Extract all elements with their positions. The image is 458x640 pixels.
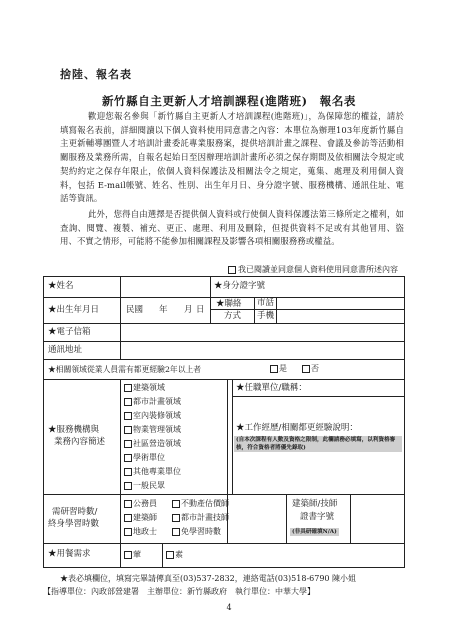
email-label: ★電子信箱: [48, 327, 91, 337]
service-label: ★服務機構與: [48, 425, 100, 435]
meal-meat-label: 葷: [133, 550, 141, 559]
phone-label: 市話: [257, 298, 275, 308]
profession-checkbox[interactable]: [124, 500, 132, 508]
birth-era: 民國: [126, 305, 144, 315]
license-number-input[interactable]: [354, 497, 400, 539]
field-checkbox[interactable]: [124, 454, 132, 462]
field-checkbox[interactable]: [124, 384, 132, 392]
id-number-input[interactable]: [280, 279, 400, 295]
field-checkbox[interactable]: [124, 468, 132, 476]
address-label: 通訊地址: [48, 345, 83, 355]
rights-paragraph: 此外，您得自由選擇是否提供個人資料或行使個人資料保護法第三條所定之權利，如查詢、閱覽、複製、補充、更正、處理、利用及刪除，但提供資料不足或有其他冒用、盜用、不實之情形，可能將不能參加相關課程及影響各項相關服務務或權益。: [60, 209, 404, 247]
service-label-2: 業務內容簡述: [54, 437, 106, 447]
experience-yes-checkbox[interactable]: [270, 365, 278, 373]
footer-note: ★表必填欄位，填寫完畢請傳真至(03)537-2832，連絡電話(03)518-6790 陳小姐: [60, 574, 357, 583]
field-label: 物業管理領域: [133, 425, 181, 434]
name-input[interactable]: [124, 279, 208, 295]
consent-label: 我已閱讀並同意個人資料使用同意書所述內容: [238, 265, 398, 274]
email-input[interactable]: [124, 326, 400, 339]
contact-label: ★聯絡: [216, 299, 242, 309]
contact-label-2: 方式: [224, 311, 242, 321]
meal-veg-option[interactable]: [166, 550, 183, 560]
field-checkbox[interactable]: [124, 412, 132, 420]
field-label: 其他專業單位: [133, 467, 181, 476]
mobile-input[interactable]: [280, 311, 400, 321]
profession-option[interactable]: [124, 499, 157, 509]
footer-organizations: 【指導單位：內政部營建署 主辦單位：新竹縣政府 執行單位：中華大學】: [43, 587, 315, 596]
profession-label: 都市計畫技師: [181, 513, 229, 522]
name-label: ★姓名: [48, 281, 74, 291]
profession-checkbox[interactable]: [172, 500, 180, 508]
document-title: 新竹縣自主更新人才培訓課程(進階班) 報名表: [101, 94, 357, 108]
birth-month-unit: 月: [184, 305, 193, 315]
meal-veg-label: 素: [175, 550, 183, 559]
profession-option[interactable]: [172, 513, 229, 523]
license-note: (非具研確填N/A): [292, 529, 337, 535]
profession-label: 公務員: [133, 499, 157, 508]
profession-label: 建築師: [133, 513, 157, 522]
field-label: 建築領域: [133, 383, 165, 392]
study-hours-label-2: 終身學習時數: [48, 519, 100, 529]
page-number: 4: [226, 603, 232, 612]
profession-checkbox[interactable]: [172, 528, 180, 536]
field-label: 社區營造領域: [133, 439, 181, 448]
license-label: 建築師/技師: [292, 499, 338, 509]
section-heading: 捨陸、報名表: [60, 68, 132, 81]
profession-checkbox[interactable]: [172, 514, 180, 522]
profession-checkbox[interactable]: [124, 514, 132, 522]
org-title-label: ★任職單位/職稱：: [236, 383, 307, 393]
field-label: 室內裝修領域: [133, 411, 181, 420]
birth-year-unit: 年: [159, 305, 168, 315]
experience-no-option[interactable]: [302, 364, 319, 374]
profession-option[interactable]: [124, 513, 157, 523]
experience-question: ★相關領域從業人員需有都更經驗2年以上者: [48, 365, 202, 374]
work-experience-label: ★工作經歷/相關都更經驗說明：: [236, 423, 358, 433]
license-label-2: 證書字號: [300, 512, 335, 522]
field-label: 都市計畫領域: [133, 397, 181, 406]
mobile-label: 手機: [257, 311, 275, 321]
field-option[interactable]: [124, 411, 181, 421]
experience-yes-option[interactable]: [270, 364, 287, 374]
field-option[interactable]: [124, 453, 165, 463]
work-experience-note: (自本次課程有人數及資格之限制，此欄請務必填寫，以利資格審核，符合資格者將優先錄取): [234, 436, 402, 452]
field-option[interactable]: [124, 383, 165, 393]
id-number-label: ★身分證字號: [214, 281, 266, 291]
field-checkbox[interactable]: [124, 398, 132, 406]
registration-form: [43, 276, 405, 568]
birth-day-unit: 日: [196, 305, 205, 315]
birth-date-label: ★出生年月日: [48, 305, 100, 315]
meal-veg-checkbox[interactable]: [166, 551, 174, 559]
meal-meat-checkbox[interactable]: [124, 551, 132, 559]
experience-no-label: 否: [311, 364, 319, 373]
meal-meat-option[interactable]: [124, 550, 141, 560]
profession-option[interactable]: [124, 527, 157, 537]
consent-checkbox-row[interactable]: [228, 264, 398, 275]
field-checkbox[interactable]: [124, 426, 132, 434]
phone-input[interactable]: [280, 298, 400, 308]
intro-paragraph: 歡迎您報名參與「新竹縣自主更新人才培訓課程(進階班)」，為保障您的權益，請於填寫報名表前，詳細閱讀以下個人資料使用同意書之內容：本單位為辦理103年度新竹縣自主更新輔導團暨人才培訓計畫委託專業服務案，提供培訓計畫之課程、會議及參訪等活動相關服務及業務所需，自報名起始日至因辦理培訓計畫所必須之保存期間及依相關法令規定或契約約定之保存年限止，依個人資料保護法及相關法令之規定，蒐集、處理及利用個人資料，包括 E-mail帳號、姓名、性別、出生年月日、身分證字號、服務機構、通訊住址、電話等資訊。: [60, 111, 404, 204]
field-label: 學術單位: [133, 453, 165, 462]
field-option[interactable]: [124, 425, 181, 435]
study-hours-label: 需研習時數/: [52, 507, 98, 517]
meal-label: ★用餐需求: [48, 549, 91, 559]
field-option[interactable]: [124, 397, 181, 407]
consent-checkbox[interactable]: [228, 266, 236, 274]
address-input[interactable]: [124, 344, 400, 357]
field-checkbox[interactable]: [124, 482, 132, 490]
field-option[interactable]: [124, 481, 165, 491]
profession-option[interactable]: [172, 499, 229, 509]
experience-no-checkbox[interactable]: [302, 365, 310, 373]
profession-label: 地政士: [133, 527, 157, 536]
field-option[interactable]: [124, 467, 181, 477]
field-label: 一般民眾: [133, 481, 165, 490]
experience-yes-label: 是: [279, 364, 287, 373]
profession-checkbox[interactable]: [124, 528, 132, 536]
profession-label: 免學習時數: [181, 527, 221, 536]
profession-option[interactable]: [172, 527, 221, 537]
profession-label: 不動產估價師: [181, 499, 229, 508]
field-checkbox[interactable]: [124, 440, 132, 448]
field-option[interactable]: [124, 439, 181, 449]
